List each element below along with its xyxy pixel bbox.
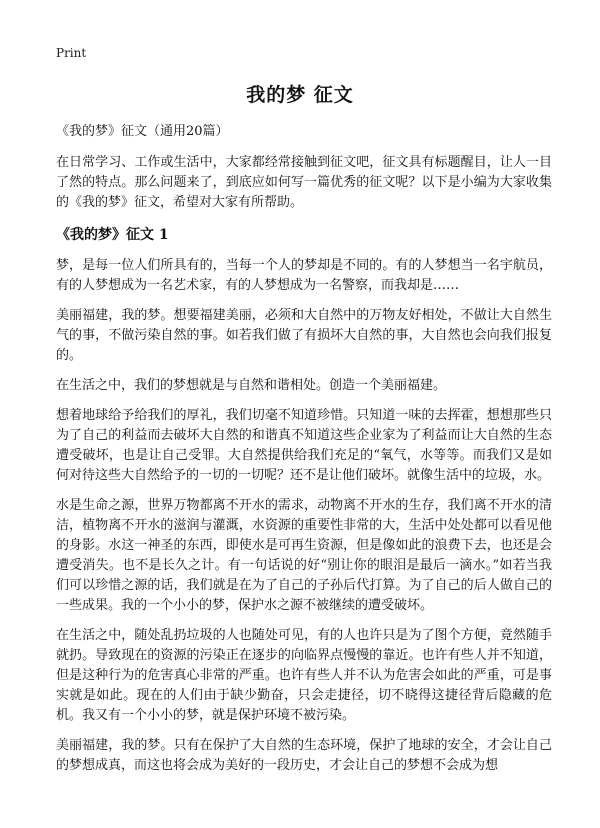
- body-paragraph: 美丽福建，我的梦。只有在保护了大自然的生态环境，保护了地球的安全，才会让自己的梦想成真，而这也将会成为美好的一段历史，才会让自己的梦想不会成为想: [56, 738, 552, 773]
- body-paragraph: 水是生命之源，世界万物都离不开水的需求，动物离不开水的生存，我们离不开水的清洁，植物离不开水的滋润与灌溉，水资源的重要性非常的大，生活中处处都可以看见他的身影。水这一神圣的东西，即使水是可再生资源，但是像如此的浪费下去，也还是会遭受消失。也不是长久之计。有一句话说的好“别让你的眼泪是最后一滴水。”如若当我们可以珍惜之源的话，我们就是在为了自己的子孙后代打算。为了自己的后人做自己的一些成果。我的一个小小的梦，保护水之源不被继续的遭受破坏。: [56, 498, 552, 613]
- body-paragraph: 在生活之中，随处乱扔垃圾的人也随处可见，有的人也许只是为了图个方便，竟然随手就扔。导致现在的资源的污染正在逐步的向临界点慢慢的靠近。也许有些人并不知道，但是这种行为的危害真心非常的严重。也许有些人并不认为危害会如此的严重，可是事实就是如此。现在的人们由于缺少勤奋，只会走捷径，切不晓得这捷径背后隐藏的危机。我又有一个小小的梦，就是保护环境不被污染。: [56, 628, 552, 723]
- page-title: 我的梦 征文: [246, 84, 354, 106]
- section-heading: 《我的梦》征文 1: [56, 227, 169, 243]
- intro-paragraph: 在日常学习、工作或生活中，大家都经常接触到征文吧，征文具有标题醒目，让人一目了然的特点。那么问题来了，到底应如何写一篇优秀的征文呢？以下是小编为大家收集的《我的梦》征文，希望对大家有所帮助。: [56, 155, 552, 210]
- body-paragraph: 在生活之中，我们的梦想就是与自然和谐相处。创造一个美丽福建。: [56, 378, 447, 393]
- body-paragraph: 美丽福建，我的梦。想要福建美丽，必须和大自然中的万物友好相处，不做让大自然生气的事，不做污染自然的事。如若我们做了有损坏大自然的事，大自然也会向我们报复的。: [56, 308, 552, 363]
- body-paragraph: 想着地球给予给我们的厚礼，我们切毫不知道珍惜。只知道一味的去挥霍，想想那些只为了自己的利益而去破坏大自然的和谐真不知道这些企业家为了利益而让大自然的生态遭受破坏，也是让自己受罪。大自然提供给我们充足的“氧气，水等等。而我们又是如何对待这些大自然给予的一切的一切呢？还不是让他们破坏。就像生活中的垃圾，水。: [56, 408, 552, 483]
- body-paragraph: 梦，是每一位人们所具有的，当每一个人的梦却是不同的。有的人梦想当一名宇航员，有的人梦想成为一名艺术家，有的人梦想成为一名警察，而我却是……: [56, 258, 552, 293]
- article-body: [56, 122, 552, 786]
- article-subtitle: 《我的梦》征文（通用20篇）: [56, 124, 229, 139]
- print-link[interactable]: Print: [56, 46, 87, 60]
